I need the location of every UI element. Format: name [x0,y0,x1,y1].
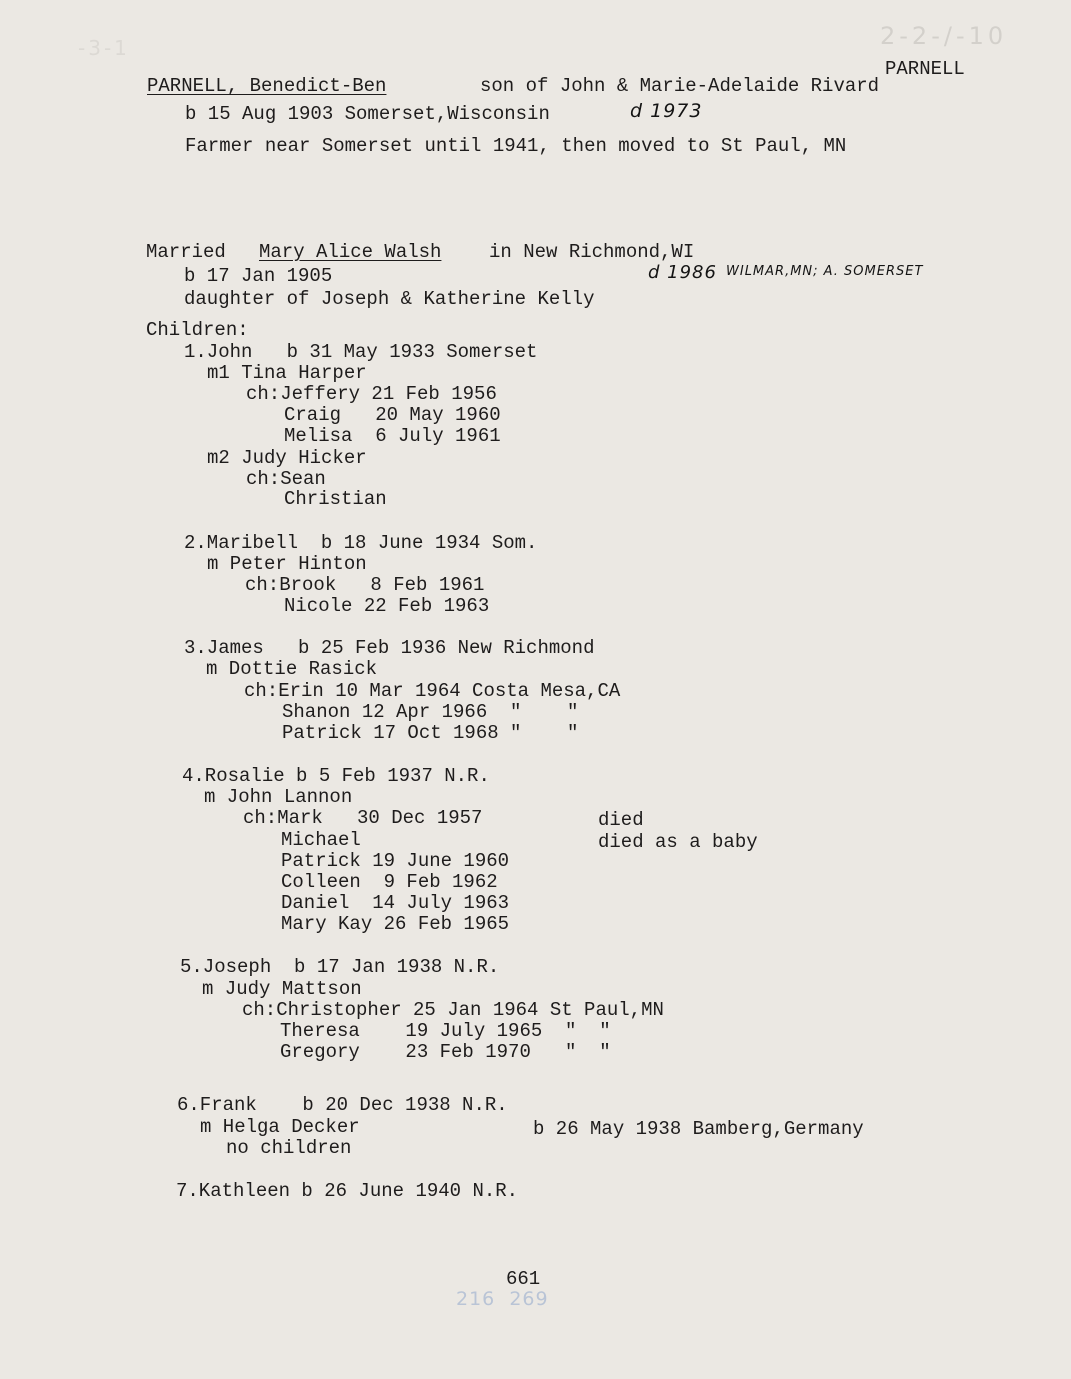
child-line: m Helga Decker [200,1116,360,1138]
child-line: 4.Rosalie b 5 Feb 1937 N.R. [182,765,490,787]
child-line: Christian [284,488,387,510]
child-line: ch:Jeffery 21 Feb 1956 [246,383,497,405]
child-line: ch:Christopher 25 Jan 1964 St Paul,MN [242,999,664,1021]
page-number: 661 [506,1268,541,1290]
child-line: Craig 20 May 1960 [284,404,501,426]
spouse-parents: daughter of Joseph & Katherine Kelly [184,288,595,310]
marriage-place: in New Richmond,WI [489,241,695,263]
child-line: Mary Kay 26 Feb 1965 [281,913,510,935]
child-line: Daniel 14 July 1963 [281,892,510,914]
child-line: Nicole 22 Feb 1963 [284,595,490,617]
child-line: Patrick 17 Oct 1968 " " [282,722,579,744]
child-line: Colleen 9 Feb 1962 [281,871,498,893]
faint-pencil-note-left: -3-1 [78,36,130,60]
child-line: Melisa 6 July 1961 [284,425,501,447]
child-line: 1.John b 31 May 1933 Somerset [184,341,538,363]
subject-name: PARNELL, Benedict-Ben [147,75,387,97]
child-line: 3.James b 25 Feb 1936 New Richmond [184,637,595,659]
subject-birth: b 15 Aug 1903 Somerset,Wisconsin [185,103,550,125]
children-heading: Children: [146,319,249,341]
faint-pencil-note-right: 2-2-/-10 [880,22,1008,50]
surname-tag: PARNELL [885,58,965,80]
spouse-birth: b 17 Jan 1905 [184,265,333,287]
subject-occupation: Farmer near Somerset until 1941, then moved to St Paul, MN [185,135,847,157]
child-line: Theresa 19 July 1965 " " [280,1020,611,1042]
child-line: ch:Sean [246,468,326,490]
child-line: ch:Erin 10 Mar 1964 Costa Mesa,CA [244,680,621,702]
child-line: Gregory 23 Feb 1970 " " [280,1041,611,1063]
spouse-death-place-handwritten: WILMAR,MN; A. SOMERSET [726,264,924,279]
child-line: m Dottie Rasick [206,658,378,680]
faint-stamp: 216 269 [456,1288,549,1310]
subject-parents: son of John & Marie-Adelaide Rivard [480,75,880,97]
child-line: 7.Kathleen b 26 June 1940 N.R. [176,1180,519,1202]
child-line: 5.Joseph b 17 Jan 1938 N.R. [180,956,500,978]
child-line: died [598,809,644,831]
child-line: 2.Maribell b 18 June 1934 Som. [184,532,538,554]
spouse-name: Mary Alice Walsh [259,241,442,263]
spouse-death-handwritten: d 1986 [648,262,717,283]
marriage-prefix: Married [146,241,226,263]
child-line: 6.Frank b 20 Dec 1938 N.R. [177,1094,508,1116]
child-line: Shanon 12 Apr 1966 " " [282,701,579,723]
child-line: Patrick 19 June 1960 [281,850,510,872]
child-line: m Judy Mattson [202,978,362,1000]
child-line: m John Lannon [204,786,353,808]
child-line: b 26 May 1938 Bamberg,Germany [533,1118,864,1140]
subject-death-handwritten: d 1973 [630,100,703,122]
child-line: ch:Brook 8 Feb 1961 [245,574,485,596]
child-line: Michael [281,829,361,851]
child-line: m2 Judy Hicker [207,447,367,469]
child-line: m Peter Hinton [207,553,367,575]
child-line: no children [226,1137,352,1159]
child-line: died as a baby [598,831,758,853]
child-line: ch:Mark 30 Dec 1957 [243,807,483,829]
child-line: m1 Tina Harper [207,362,367,384]
